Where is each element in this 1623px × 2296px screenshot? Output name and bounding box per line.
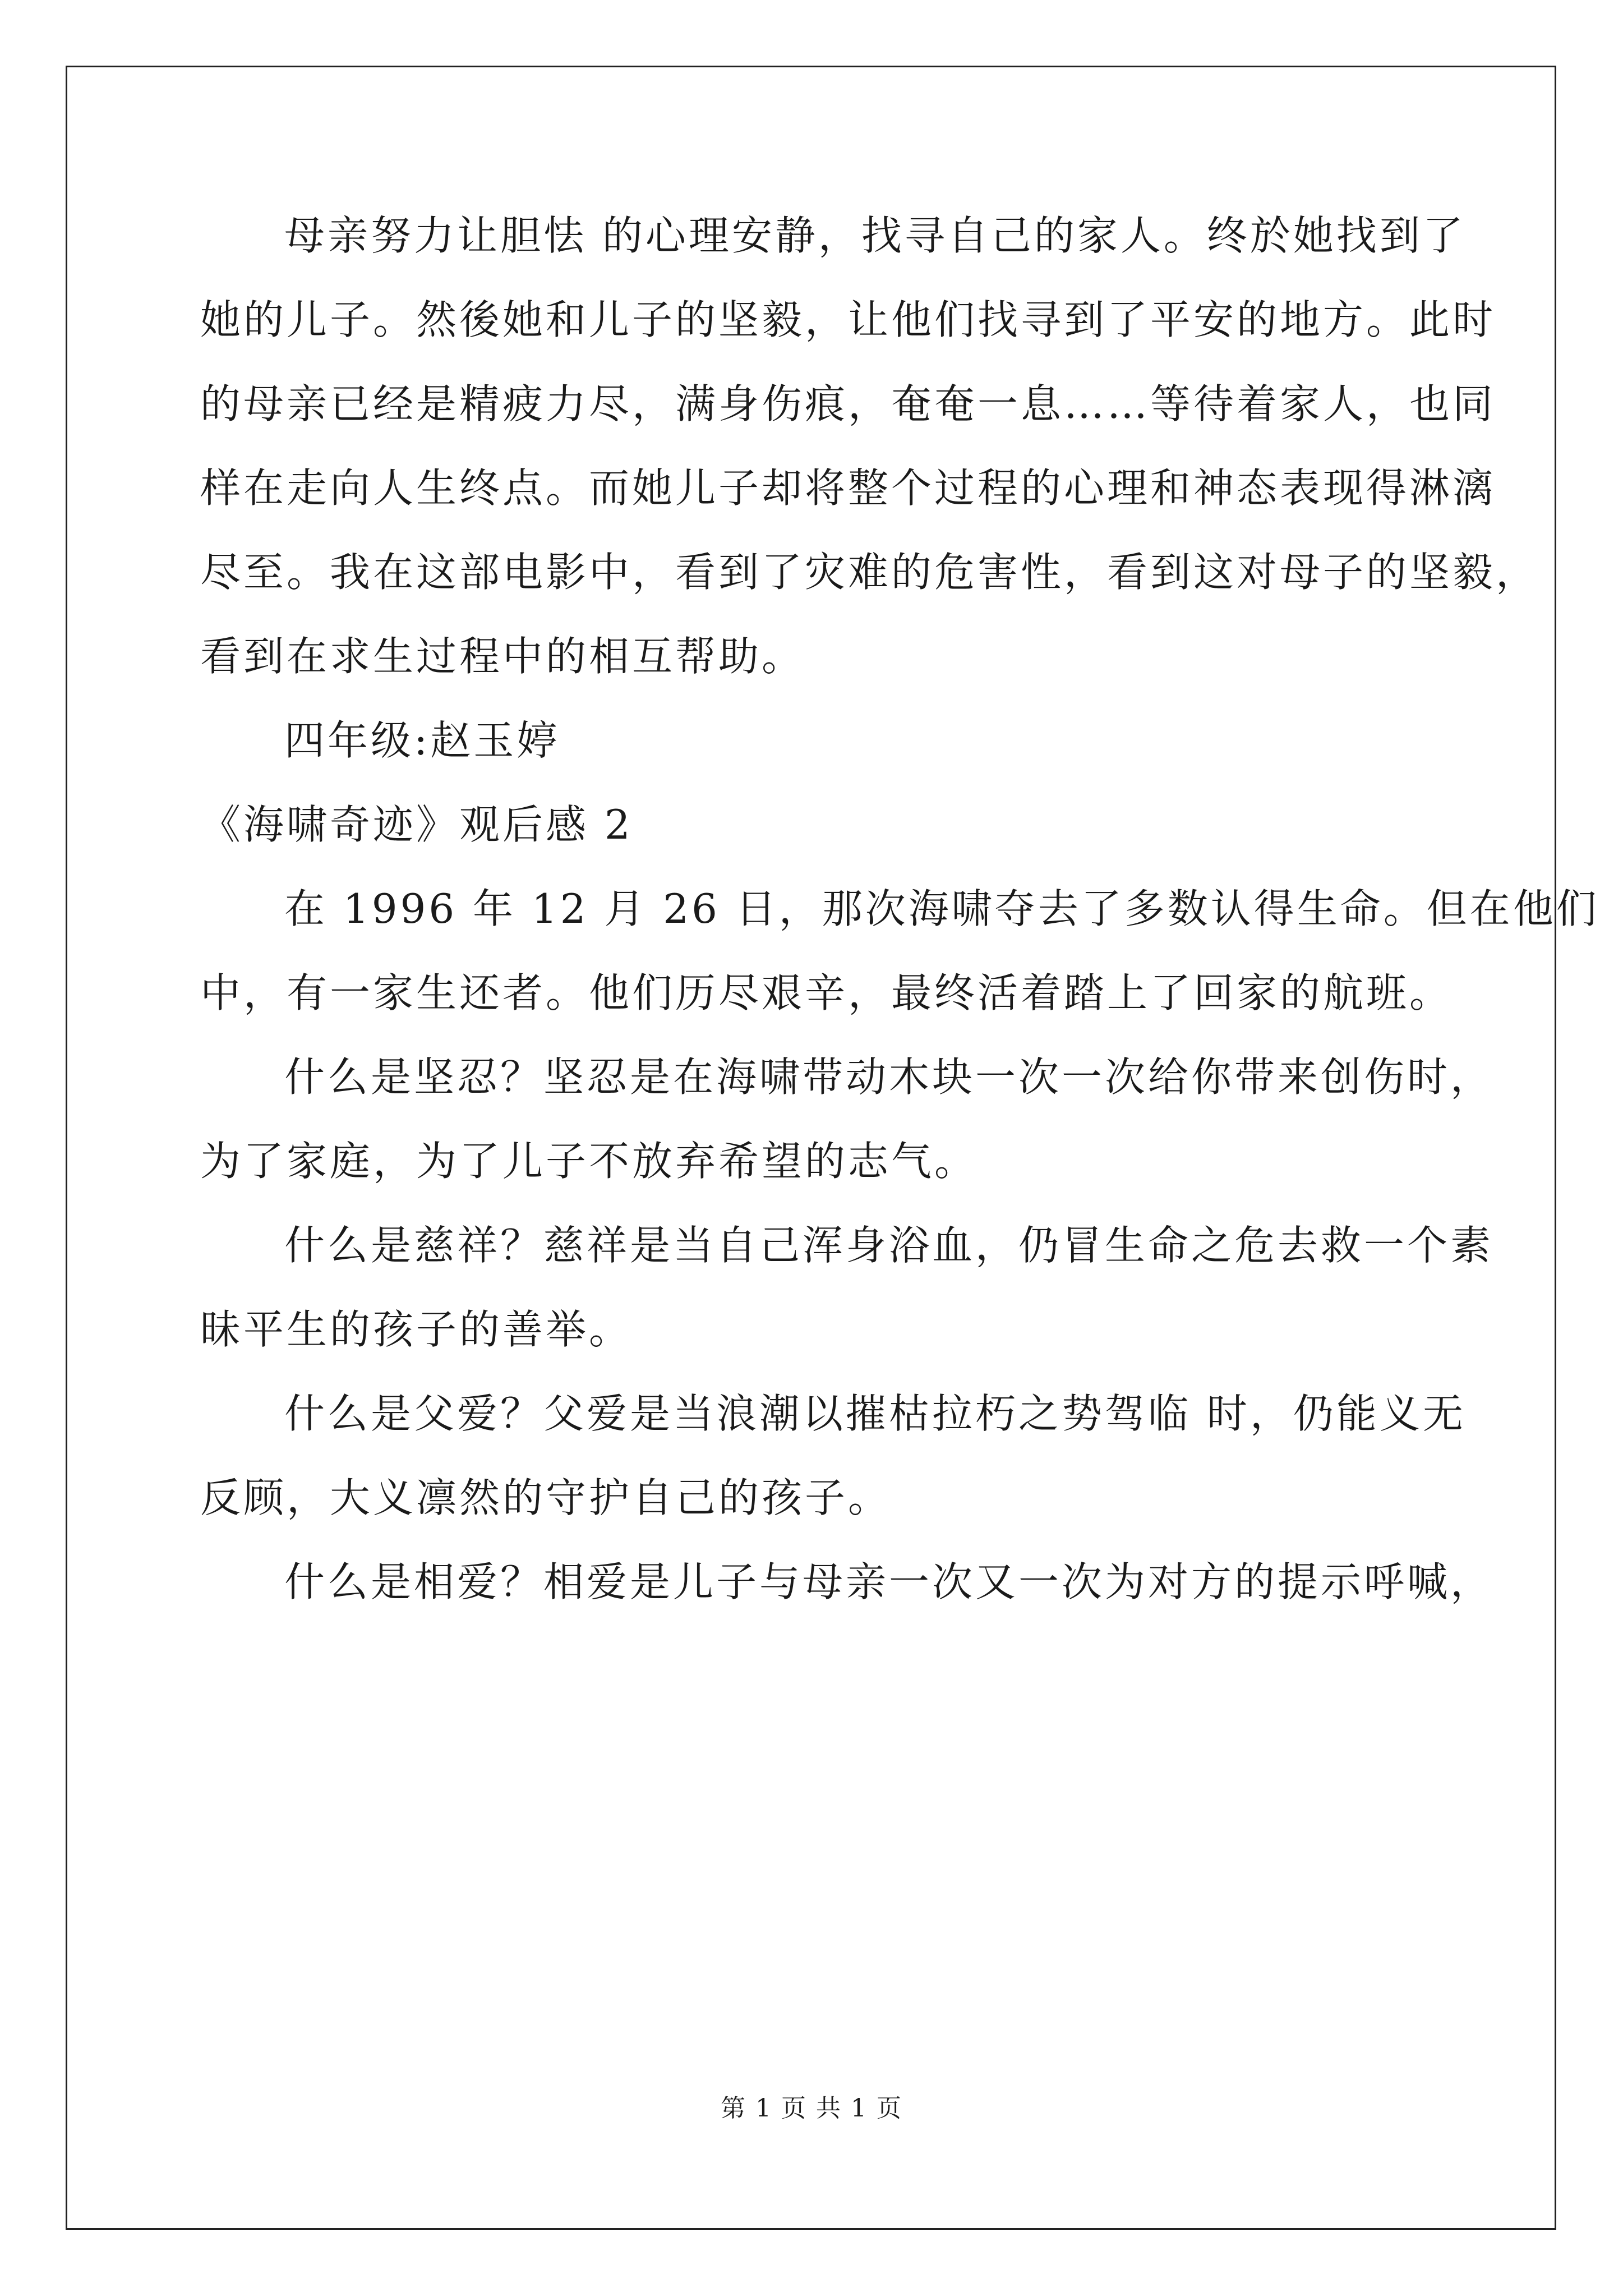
text-line: 的母亲已经是精疲力尽，满身伤痕，奄奄一息……等待着家人，也同 (200, 380, 1496, 427)
section-heading: 《海啸奇迹》观后感 2 (200, 801, 633, 848)
text-line: 她的儿子。然後她和儿子的坚毅，让他们找寻到了平安的地方。此时 (200, 296, 1496, 343)
text-line: 样在走向人生终点。而她儿子却将整个过程的心理和神态表现得淋漓 (200, 464, 1496, 512)
text-line: 为了家庭，为了儿子不放弃希望的志气。 (200, 1138, 978, 1185)
text-line: 反顾，大义凛然的守护自己的孩子。 (200, 1474, 892, 1521)
text-line: 什么是相爱？相爱是儿子与母亲一次又一次为对方的提示呼喊， (284, 1558, 1494, 1605)
text-line: 昧平生的孩子的善举。 (200, 1306, 633, 1353)
text-line: 什么是父爱？父爱是当浪潮以摧枯拉朽之势驾临 时，仍能义无 (284, 1390, 1466, 1437)
text-line: 在 1996 年 12 月 26 日，那次海啸夺去了多数认得生命。但在他们 (284, 885, 1599, 932)
text-line: 看到在求生过程中的相互帮助。 (200, 633, 805, 680)
page-number-footer: 第 1 页 共 1 页 (721, 2094, 902, 2123)
author-line: 四年级:赵玉婷 (284, 717, 560, 764)
text-line: 什么是坚忍？坚忍是在海啸带动木块一次一次给你带来创伤时， (284, 1053, 1494, 1101)
text-line: 尽至。我在这部电影中，看到了灾难的危害性，看到这对母子的坚毅， (200, 549, 1539, 596)
text-line: 中，有一家生还者。他们历尽艰辛，最终活着踏上了回家的航班。 (200, 969, 1453, 1016)
text-line: 母亲努力让胆怯 的心理安静，找寻自己的家人。终於她找到了 (284, 212, 1466, 259)
text-line: 什么是慈祥？慈祥是当自己浑身浴血，仍冒生命之危去救一个素 (284, 1222, 1494, 1269)
